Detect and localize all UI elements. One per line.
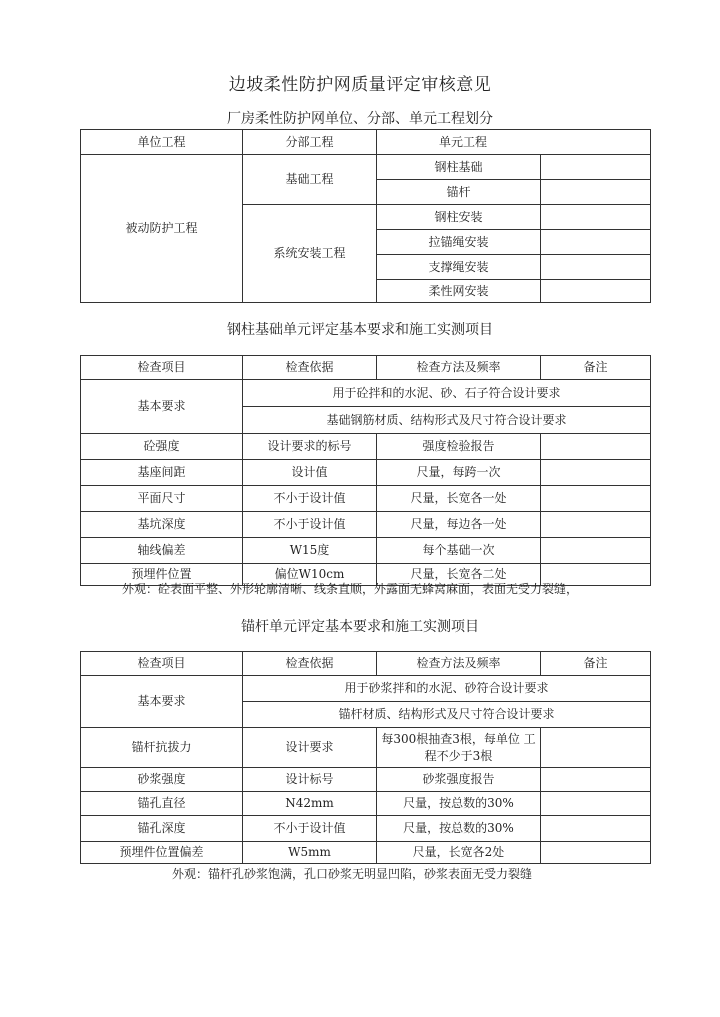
row-item: 基坑深度 bbox=[81, 512, 243, 538]
row-method: 每个基础一次 bbox=[377, 538, 541, 564]
row-basis: 设计标号 bbox=[243, 768, 377, 792]
section1-heading: 厂房柔性防护网单位、分部、单元工程划分 bbox=[227, 111, 493, 127]
pillar-foundation-table bbox=[80, 355, 651, 586]
row-basis: 设计要求 bbox=[243, 728, 377, 768]
row-remark bbox=[541, 768, 651, 792]
row-item: 预埋件位置偏差 bbox=[81, 842, 243, 864]
blank-cell bbox=[541, 180, 651, 205]
header-item: 检查项目 bbox=[81, 652, 243, 676]
blank-cell bbox=[541, 280, 651, 303]
blank-cell bbox=[541, 155, 651, 180]
header-basis: 检查依据 bbox=[243, 652, 377, 676]
appearance-note: 外观：锚杆孔砂浆饱满，孔口砂浆无明显凹陷，砂浆表面无受力裂缝 bbox=[172, 867, 533, 881]
row-remark bbox=[541, 816, 651, 842]
row-method: 尺量，每跨一次 bbox=[377, 460, 541, 486]
row-remark bbox=[541, 792, 651, 816]
row-method: 强度检验报告 bbox=[377, 434, 541, 460]
element-cell: 拉锚绳安装 bbox=[377, 230, 541, 255]
row-basis: 不小于设计值 bbox=[243, 486, 377, 512]
row-basis: W5mm bbox=[243, 842, 377, 864]
row-item: 锚孔直径 bbox=[81, 792, 243, 816]
appearance-note: 外观：砼表面平整、外形轮廓清晰、线条直顺，外露面无蜂窝麻面，表面无受力裂缝， bbox=[122, 582, 579, 596]
row-basis: 偏位W10cm bbox=[243, 564, 377, 586]
row-basis: W15度 bbox=[243, 538, 377, 564]
row-method: 每300根抽查3根，每单位 工程不少于3根 bbox=[377, 728, 541, 768]
row-item: 砂浆强度 bbox=[81, 768, 243, 792]
row-method: 尺量，按总数的30% bbox=[377, 792, 541, 816]
row-item: 砼强度 bbox=[81, 434, 243, 460]
header-method: 检查方法及频率 bbox=[377, 652, 541, 676]
row-item: 锚孔深度 bbox=[81, 816, 243, 842]
basic-requirement-label: 基本要求 bbox=[81, 676, 243, 728]
header-remark: 备注 bbox=[541, 652, 651, 676]
row-remark bbox=[541, 460, 651, 486]
part-cell: 基础工程 bbox=[243, 155, 377, 205]
blank-cell bbox=[541, 255, 651, 280]
row-method: 砂浆强度报告 bbox=[377, 768, 541, 792]
basic-requirement-label: 基本要求 bbox=[81, 380, 243, 434]
section3-heading: 锚杆单元评定基本要求和施工实测项目 bbox=[241, 619, 479, 635]
element-cell: 柔性网安装 bbox=[377, 280, 541, 303]
row-item: 基座间距 bbox=[81, 460, 243, 486]
anchor-rod-table bbox=[80, 651, 651, 864]
section2-heading: 钢柱基础单元评定基本要求和施工实测项目 bbox=[227, 322, 493, 338]
row-remark bbox=[541, 728, 651, 768]
element-cell: 钢柱安装 bbox=[377, 205, 541, 230]
basic-requirement-item: 锚杆材质、结构形式及尺寸符合设计要求 bbox=[243, 702, 651, 728]
blank-cell bbox=[541, 205, 651, 230]
header-basis: 检查依据 bbox=[243, 356, 377, 380]
header-part: 分部工程 bbox=[243, 130, 377, 155]
row-remark bbox=[541, 538, 651, 564]
element-cell: 锚杆 bbox=[377, 180, 541, 205]
header-unit: 单位工程 bbox=[81, 130, 243, 155]
division-table bbox=[80, 129, 651, 303]
blank-cell bbox=[541, 230, 651, 255]
element-cell: 支撑绳安装 bbox=[377, 255, 541, 280]
row-remark bbox=[541, 842, 651, 864]
row-item: 平面尺寸 bbox=[81, 486, 243, 512]
header-item: 检查项目 bbox=[81, 356, 243, 380]
row-basis: 不小于设计值 bbox=[243, 512, 377, 538]
header-remark: 备注 bbox=[541, 356, 651, 380]
row-remark bbox=[541, 434, 651, 460]
header-method: 检查方法及频率 bbox=[377, 356, 541, 380]
row-basis: 设计要求的标号 bbox=[243, 434, 377, 460]
row-method: 尺量，每边各一处 bbox=[377, 512, 541, 538]
row-remark bbox=[541, 486, 651, 512]
basic-requirement-item: 用于砼拌和的水泥、砂、石子符合设计要求 bbox=[243, 380, 651, 407]
row-item: 轴线偏差 bbox=[81, 538, 243, 564]
element-cell: 钢柱基础 bbox=[377, 155, 541, 180]
row-item: 预埋件位置 bbox=[81, 564, 243, 586]
row-item: 锚杆抗拔力 bbox=[81, 728, 243, 768]
part-cell: 系统安装工程 bbox=[243, 205, 377, 303]
row-basis: 设计值 bbox=[243, 460, 377, 486]
row-basis: 不小于设计值 bbox=[243, 816, 377, 842]
page-title: 边坡柔性防护网质量评定审核意见 bbox=[228, 75, 492, 95]
unit-cell: 被动防护工程 bbox=[81, 155, 243, 303]
basic-requirement-item: 基础钢筋材质、结构形式及尺寸符合设计要求 bbox=[243, 407, 651, 434]
basic-requirement-item: 用于砂浆拌和的水泥、砂符合设计要求 bbox=[243, 676, 651, 702]
row-method: 尺量，长宽各2处 bbox=[377, 842, 541, 864]
row-remark bbox=[541, 512, 651, 538]
row-method: 尺量，按总数的30% bbox=[377, 816, 541, 842]
row-basis: N42mm bbox=[243, 792, 377, 816]
row-method: 尺量，长宽各二处 bbox=[377, 564, 541, 586]
header-element: 单元工程 bbox=[377, 130, 651, 155]
row-method: 尺量，长宽各一处 bbox=[377, 486, 541, 512]
